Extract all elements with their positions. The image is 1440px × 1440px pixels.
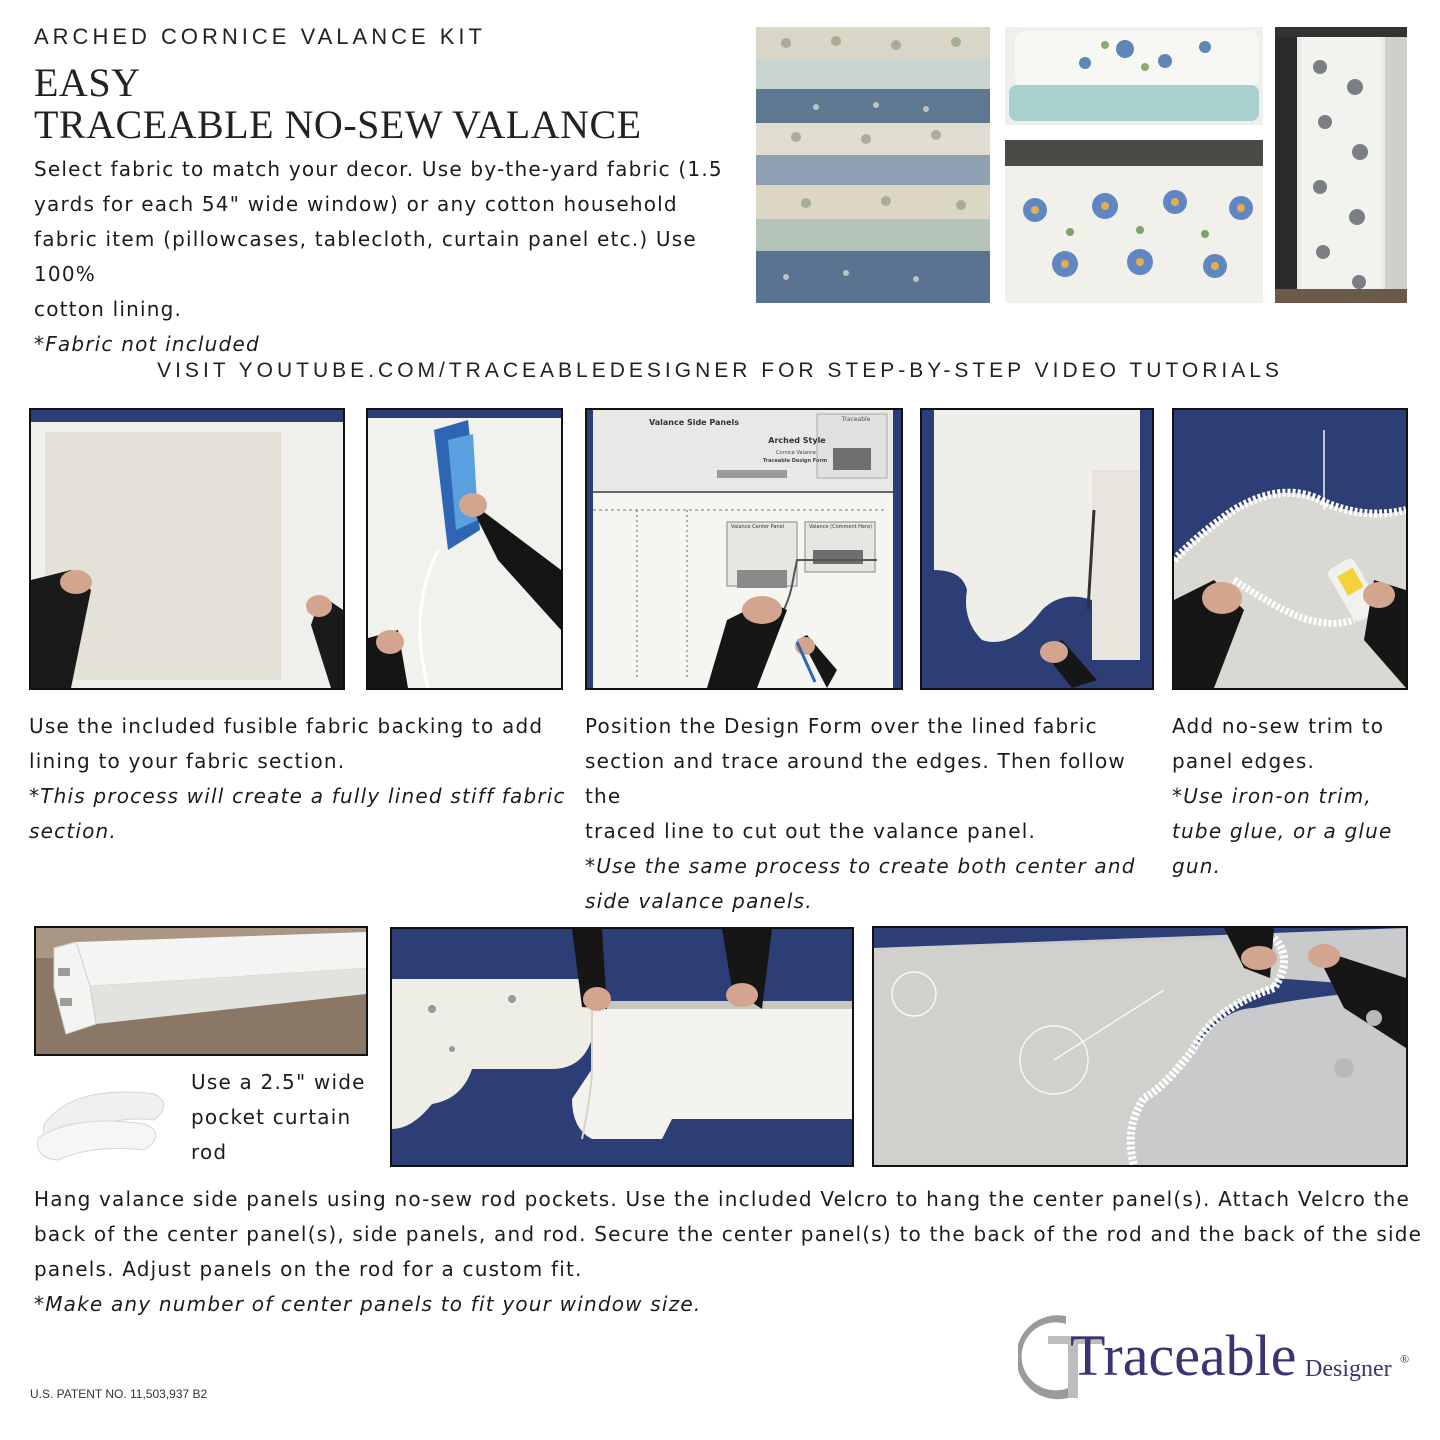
step2-line-1: Position the Design Form over the lined fabric: [585, 714, 1098, 738]
intro-line-3: fabric item (pillowcases, tablecloth, curtain panel etc.) Use 100%: [34, 227, 697, 286]
form-sheet-title: Valance Side Panels: [649, 418, 740, 427]
logo-sub-text: Designer: [1305, 1356, 1392, 1382]
ironing-illustration: [368, 410, 561, 688]
fabric-bolts-photo: [756, 27, 990, 303]
step2-note-2: side valance panels.: [585, 889, 813, 913]
hang-caption: [34, 1182, 1424, 1322]
curtain-rod-illustration: [36, 928, 366, 1054]
youtube-banner: VISIT YOUTUBE.COM/TRACEABLEDESIGNER FOR STEP-BY-STEP VIDEO TUTORIALS: [157, 359, 1283, 382]
step2-caption: [585, 709, 1165, 919]
velcro-strips-image: [34, 1064, 180, 1164]
hang-line-2: back of the center panel(s), side panels, and rod. Secure the center panel(s) to the back of the rod and the back of the side: [34, 1222, 1423, 1246]
velcro-illustration: [34, 1064, 180, 1164]
curtain-panel-illustration: [1275, 27, 1407, 303]
step2-note-1: *Use the same process to create both center and: [585, 854, 1136, 878]
curtain-panel-photo: [1275, 27, 1407, 303]
step2-line-2: section and trace around the edges. Then follow the: [585, 749, 1126, 808]
fusible-backing-illustration: [31, 410, 343, 688]
step1-note-1: *This process will create a fully lined stiff fabric: [29, 784, 566, 808]
step-cut-panel-photo: [920, 408, 1154, 690]
intro-line-1: Select fabric to match your decor. Use by-the-yard fabric (1.5: [34, 157, 723, 181]
pillowcases-illustration: [1005, 27, 1263, 125]
rod-line-1: Use a 2.5" wide: [191, 1070, 366, 1094]
step1-line-1: Use the included fusible fabric backing to add: [29, 714, 544, 738]
intro-text: [34, 152, 749, 362]
hang-side-panel-photo: [390, 927, 854, 1167]
step3-caption: [1172, 709, 1432, 884]
intro-line-2: yards for each 54" wide window) or any cotton household: [34, 192, 678, 216]
step1-caption: [29, 709, 569, 849]
step-fusible-backing-photo: [29, 408, 345, 690]
design-form-illustration: [587, 410, 901, 688]
step1-note-2: section.: [29, 819, 117, 843]
step3-line-1: Add no-sew trim to: [1172, 714, 1385, 738]
logo-main-text: Traceable: [1070, 1323, 1297, 1388]
hang-center-panel-illustration: [874, 928, 1406, 1165]
rod-line-2: pocket curtain: [191, 1105, 352, 1129]
trim-illustration: [1174, 410, 1406, 688]
hang-center-panel-photo: [872, 926, 1408, 1167]
step3-line-2: panel edges.: [1172, 749, 1316, 773]
form-card-left: Valance Center Panel: [731, 524, 785, 530]
form-badge-line-1: Arched Style: [768, 436, 826, 445]
step1-line-2: lining to your fabric section.: [29, 749, 346, 773]
intro-line-4: cotton lining.: [34, 297, 183, 321]
tablecloth-photo: [1005, 140, 1263, 303]
pillowcases-photo: [1005, 27, 1263, 125]
patent-number: U.S. PATENT NO. 11,503,937 B2: [30, 1387, 208, 1401]
hang-note: *Make any number of center panels to fit your window size.: [34, 1292, 702, 1316]
hang-line-3: panels. Adjust panels on the rod for a custom fit.: [34, 1257, 583, 1281]
logo-registered-mark: ®: [1400, 1352, 1410, 1366]
kit-kicker: ARCHED CORNICE VALANCE KIT: [34, 24, 486, 49]
title-line-2: TRACEABLE NO-SEW VALANCE: [34, 102, 642, 147]
intro-note: *Fabric not included: [34, 332, 260, 356]
form-badge-line-3: Traceable Design Form: [762, 458, 828, 464]
hang-line-1: Hang valance side panels using no-sew rod pockets. Use the included Velcro to hang the center panel(s). Attach Velcro the: [34, 1187, 1411, 1211]
rod-line-3: rod: [191, 1140, 228, 1164]
step-ironing-photo: [366, 408, 563, 690]
step3-note-2: tube glue, or a glue: [1172, 819, 1393, 843]
rod-caption: [191, 1065, 381, 1170]
fabric-bolts-illustration: [756, 27, 990, 303]
tablecloth-illustration: [1005, 140, 1263, 303]
form-card-right: Valance (Comment Here): [809, 524, 872, 530]
hang-side-panel-illustration: [392, 929, 852, 1165]
title-line-1: EASY: [34, 60, 141, 105]
cut-panel-illustration: [922, 410, 1152, 688]
step-trim-photo: [1172, 408, 1408, 690]
step-trace-design-form-photo: [585, 408, 903, 690]
curtain-rod-photo: [34, 926, 368, 1056]
form-badge-line-2: Cornice Valance: [775, 450, 817, 456]
form-brand: Traceable: [841, 416, 871, 423]
traceable-designer-logo: [1018, 1312, 1418, 1402]
step2-line-3: traced line to cut out the valance panel.: [585, 819, 1037, 843]
page-title: [34, 62, 642, 146]
step3-note-1: *Use iron-on trim,: [1172, 784, 1372, 808]
step3-note-3: gun.: [1172, 854, 1222, 878]
